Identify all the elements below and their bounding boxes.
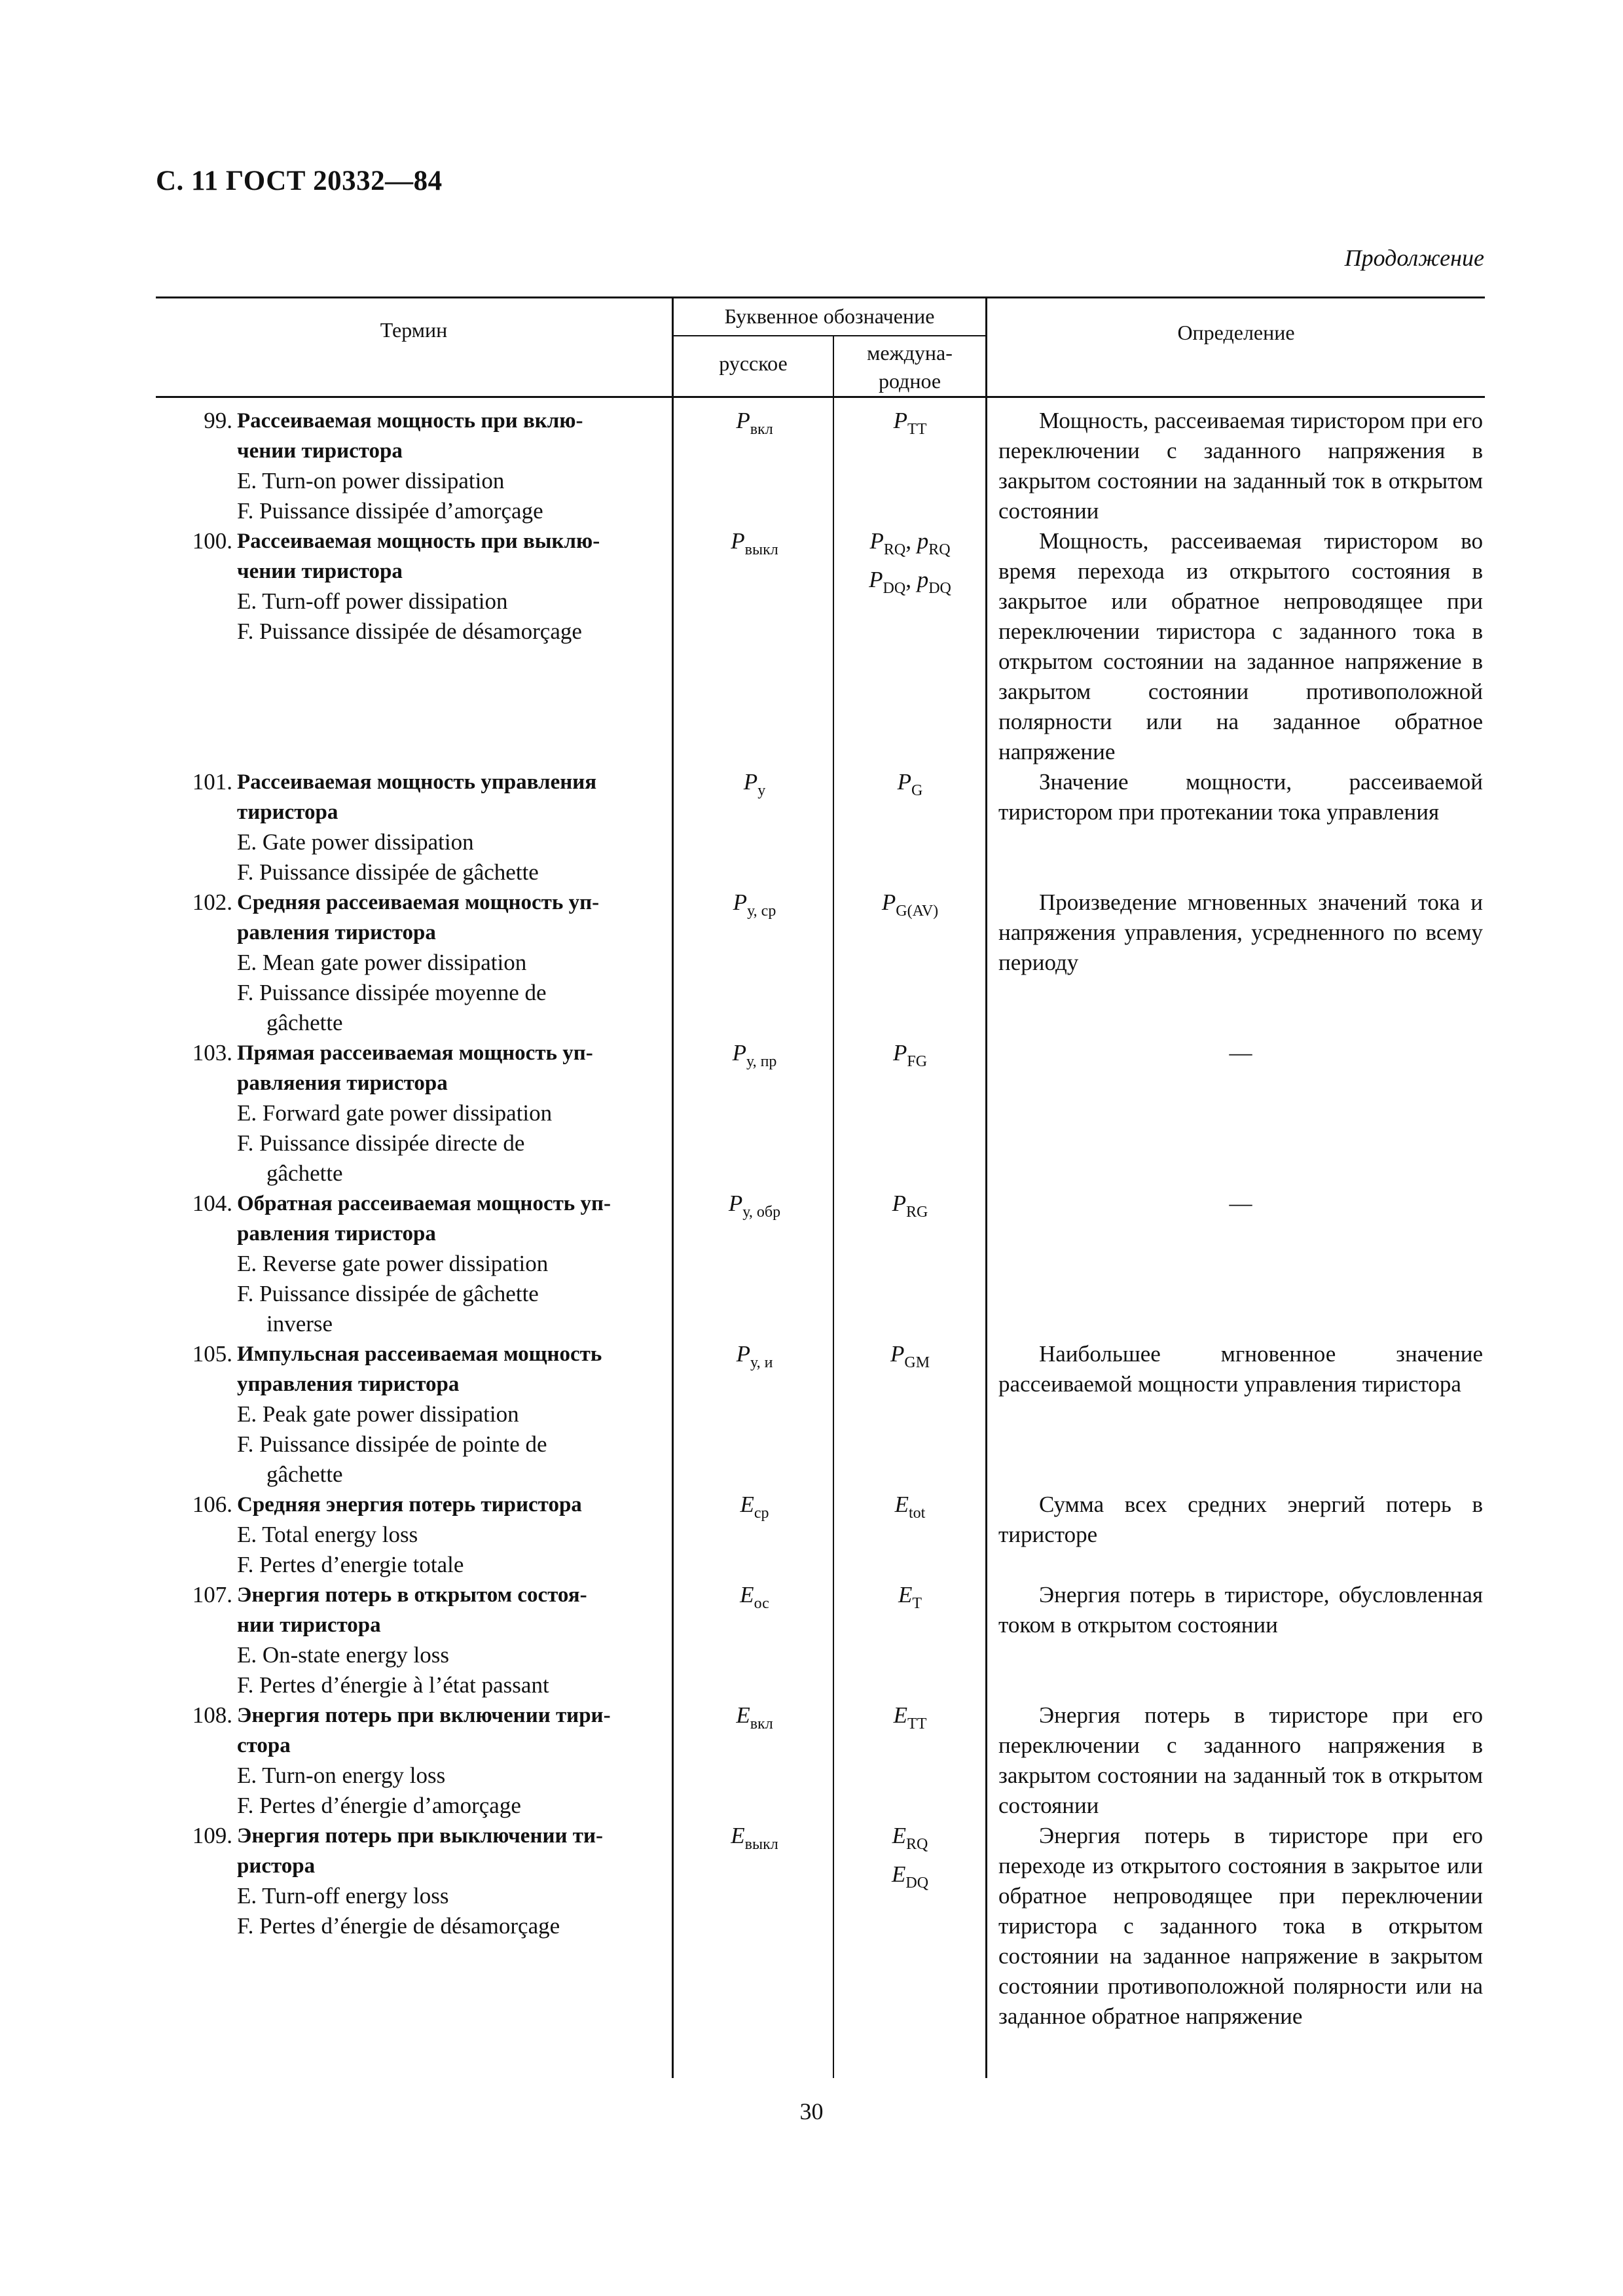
symbol-international: $E_{TT}$: [893, 1702, 927, 1732]
term-cell: [173, 1490, 658, 1580]
symbol-ru: $P_{выкл}$: [731, 528, 778, 558]
symbol-international: $E_{tot}$: [894, 1492, 926, 1522]
term-ru-continued: ристора: [237, 1854, 316, 1878]
term-number: 106.: [192, 1492, 232, 1517]
term-ru: Энергия потерь при выключении ти-: [237, 1824, 603, 1848]
term-cell: [173, 1821, 658, 1941]
definition-text: Сумма всех средних энергий потерь в тиристоре: [998, 1492, 1483, 1547]
column-divider-3: [985, 296, 987, 2078]
term-ru-continued: равления тиристора: [237, 921, 436, 944]
term-cell: [173, 1700, 658, 1821]
term-number: 107.: [192, 1582, 232, 1607]
header-russian: русское: [719, 351, 788, 375]
term-en: E. Peak gate power dissipation: [237, 1401, 519, 1427]
symbol-international: $E_{RQ}$ $E_{DQ}$: [891, 1823, 929, 1892]
term-number: 109.: [192, 1823, 232, 1848]
definition-text: Мощность, рассеиваемая тиристором при его переключении с заданного напряжения в закрытом состоянии на заданный ток в открытом состоянии: [998, 408, 1483, 524]
term-fr: F. Pertes d’energie totale: [237, 1552, 464, 1577]
page-number: 30: [799, 2098, 824, 2125]
term-cell: [173, 767, 658, 888]
term-ru: Рассеиваемая мощность при выклю-: [237, 529, 600, 553]
term-ru: Рассеиваемая мощность управления: [237, 770, 597, 794]
symbol-international: $P_{TT}$: [893, 408, 927, 438]
term-ru: Рассеиваемая мощность при вклю-: [237, 409, 583, 433]
term-ru-continued: стора: [237, 1734, 291, 1757]
term-ru: Обратная рассеиваемая мощность уп-: [237, 1192, 611, 1215]
symbol-international: $P_{GM}$: [890, 1341, 930, 1371]
term-number: 103.: [192, 1040, 232, 1066]
document-header: С. 11 ГОСТ 20332—84: [156, 166, 443, 196]
term-en: E. Turn-on power dissipation: [237, 468, 505, 493]
term-fr: F. Pertes d’énergie d’amorçage: [237, 1793, 521, 1818]
designation-sub-rule: [672, 335, 987, 336]
definition-text: —: [1229, 1191, 1252, 1216]
term-number: 100.: [192, 528, 232, 554]
term-cell: [173, 888, 658, 1038]
term-number: 101.: [192, 769, 232, 795]
header-international: междуна- родное: [867, 341, 953, 393]
term-ru-continued: чении тиристора: [237, 560, 403, 583]
term-ru-continued: равления тиристора: [237, 1222, 436, 1246]
term-en: E. On-state energy loss: [237, 1642, 450, 1668]
term-number: 105.: [192, 1341, 232, 1367]
term-ru: Импульсная рассеиваемая мощность: [237, 1342, 602, 1366]
definition-text: Значение мощности, рассеиваемой тиристором при протекании тока управления: [998, 769, 1483, 825]
header-designation: Буквенное обозначение: [724, 304, 935, 328]
header-definition: Определение: [1177, 321, 1295, 344]
symbol-ru: $P_{у, обр}$: [728, 1191, 781, 1221]
term-ru-continued: управления тиристора: [237, 1372, 460, 1396]
term-en: E. Reverse gate power dissipation: [237, 1251, 549, 1276]
term-en: E. Turn-on energy loss: [237, 1763, 446, 1788]
term-number: 99.: [204, 408, 232, 433]
symbol-ru: $E_{ср}$: [740, 1492, 769, 1522]
term-en: E. Turn-off power dissipation: [237, 588, 508, 614]
term-fr: F. Puissance dissipée moyenne de: [237, 980, 547, 1005]
definition-text: —: [1229, 1040, 1252, 1066]
term-fr: F. Puissance dissipée d’amorçage: [237, 498, 543, 524]
symbol-international: $P_{RG}$: [892, 1191, 928, 1221]
term-fr: F. Pertes d’énergie à l’état passant: [237, 1672, 549, 1698]
term-cell: [173, 406, 658, 526]
term-fr-continued: gâchette: [266, 1010, 343, 1035]
term-en: E. Forward gate power dissipation: [237, 1100, 553, 1126]
term-ru: Энергия потерь в открытом состоя-: [237, 1583, 587, 1607]
term-fr-continued: inverse: [266, 1311, 333, 1336]
term-ru-continued: тиристора: [237, 800, 338, 824]
term-cell: [173, 1580, 658, 1700]
term-en: E. Turn-off energy loss: [237, 1883, 449, 1909]
term-fr: F. Puissance dissipée de gâchette: [237, 1281, 539, 1306]
term-ru: Средняя энергия потерь тиристора: [237, 1493, 582, 1516]
term-fr-continued: gâchette: [266, 1462, 343, 1487]
symbol-international: $P_{RQ}$, $p_{RQ}$ $P_{DQ}$, $p_{DQ}$: [869, 528, 951, 597]
term-fr-continued: gâchette: [266, 1160, 343, 1186]
term-number: 108.: [192, 1702, 232, 1728]
term-ru-continued: равляения тиристора: [237, 1071, 448, 1095]
symbol-ru: $P_{у, и}$: [736, 1341, 773, 1371]
header-term: Термин: [380, 318, 448, 342]
table-header-bottom-rule: [156, 396, 1485, 398]
symbol-international: $E_T$: [898, 1582, 922, 1612]
term-en: E. Mean gate power dissipation: [237, 950, 527, 975]
term-fr: F. Puissance dissipée de pointe de: [237, 1431, 547, 1457]
term-cell: [173, 526, 658, 647]
definition-text: Произведение мгновенных значений тока и напряжения управления, усредненного по всему периоду: [998, 889, 1483, 975]
symbol-international: $P_G$: [897, 769, 923, 799]
definition-text: Энергия потерь в тиристоре, обусловленная током в открытом состоянии: [998, 1582, 1483, 1638]
term-ru-continued: чении тиристора: [237, 439, 403, 463]
definition-text: Наибольшее мгновенное значение рассеиваемой мощности управления тиристора: [998, 1341, 1483, 1397]
term-cell: [173, 1038, 658, 1189]
definition-text: Энергия потерь в тиристоре при его переключении с заданного напряжения в закрытом состоянии на заданный ток в открытом состоянии: [998, 1702, 1483, 1818]
symbol-ru: $P_{у, пр}$: [732, 1040, 777, 1070]
term-number: 102.: [192, 889, 232, 915]
term-ru: Энергия потерь при включении тири-: [237, 1704, 611, 1727]
term-ru: Прямая рассеиваемая мощность уп-: [237, 1041, 593, 1065]
term-en: E. Total energy loss: [237, 1522, 418, 1547]
symbol-international: $P_{G(AV)}$: [881, 889, 939, 920]
symbol-ru: $E_{вкл}$: [736, 1702, 773, 1732]
symbol-ru: $P_{вкл}$: [736, 408, 773, 438]
definition-text: Мощность, рассеиваемая тиристором во время перехода из открытого состояния в закрытое или обратное непроводящее при переключении тиристора с заданного тока в открытом состоянии на заданное напряжение в закрытом состоянии противоположной полярности или на заданное обратное напряжение: [998, 528, 1483, 764]
term-fr: F. Puissance dissipée de gâchette: [237, 859, 539, 885]
definition-text: Энергия потерь в тиристоре при его переходе из открытого состояния в закрытое или обратное непроводящее при переключении тиристора с заданного тока в открытом состоянии на заданное напряжение в закрытом состоянии противоположной полярности или на заданное обратное напряжение: [998, 1823, 1483, 2029]
table-top-rule: [156, 296, 1485, 298]
term-number: 104.: [192, 1191, 232, 1216]
symbol-ru: $E_{выкл}$: [731, 1823, 778, 1853]
term-en: E. Gate power dissipation: [237, 829, 474, 855]
term-ru: Средняя рассеиваемая мощность уп-: [237, 891, 600, 914]
term-fr: F. Puissance dissipée de désamorçage: [237, 619, 582, 644]
symbol-international: $P_{FG}$: [892, 1040, 928, 1070]
term-fr: F. Puissance dissipée directe de: [237, 1130, 525, 1156]
term-ru-continued: нии тиристора: [237, 1613, 381, 1637]
column-divider-1: [672, 296, 674, 2078]
term-cell: [173, 1189, 658, 1339]
term-cell: [173, 1339, 658, 1490]
symbol-ru: $E_{ос}$: [740, 1582, 769, 1612]
symbol-ru: $P_{у, ср}$: [733, 889, 776, 920]
symbol-ru: $P_у$: [743, 769, 766, 799]
continuation-label: Продолжение: [1344, 245, 1484, 271]
term-fr: F. Pertes d’énergie de désamorçage: [237, 1913, 560, 1939]
